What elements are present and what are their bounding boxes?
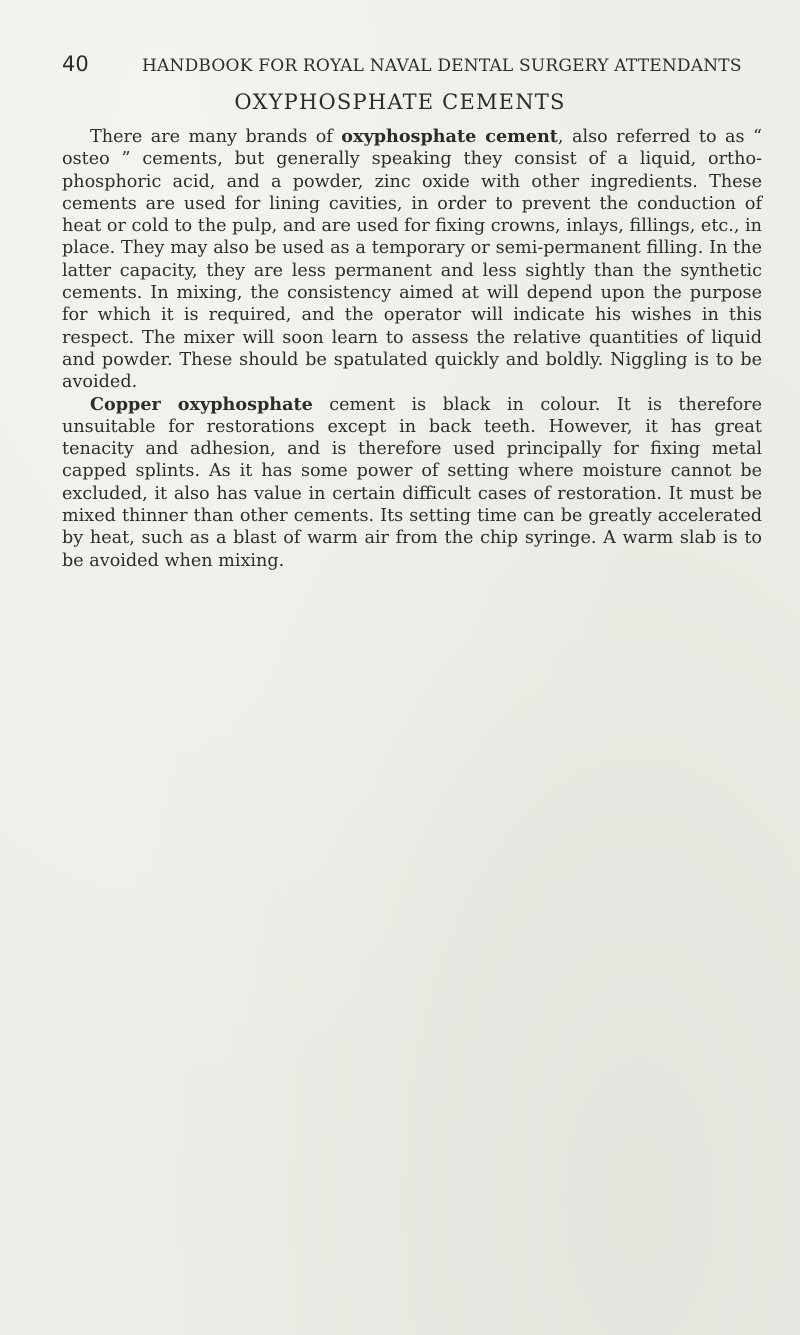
running-title: HANDBOOK FOR ROYAL NAVAL DENTAL SURGERY ATTENDANTS — [142, 56, 742, 76]
bold-term: oxyphosphate cement — [341, 126, 558, 147]
paragraph-lead: There are many brands of — [90, 127, 342, 147]
bold-term: Copper oxyphosphate — [90, 393, 313, 415]
paragraph-copper-oxyphosphate — [62, 394, 762, 572]
body-text — [62, 126, 762, 572]
paragraph-oxyphosphate — [62, 126, 762, 394]
running-header — [62, 52, 762, 82]
page-number: 40 — [62, 52, 89, 76]
section-heading: OXYPHOSPHATE CEMENTS — [234, 90, 566, 114]
paragraph-text: cement is black in colour. It is therefore unsuitable for restorations except in back teeth. However, it has great tenacity and adhesion, and is therefore used principally for fixing metal capped splints. As it has some power of setting where moisture cannot be excluded, it also has value in certain difficult cases of restoration. It must be mixed thinner than other cements. Its setting time can be greatly accelerated by heat, such as a blast of warm air from the chip syringe. A warm slab is to be avoided when mixing. — [62, 394, 762, 571]
paragraph-text: , also referred to as “ osteo ” cements, but generally speaking they consist of a liquid, ortho-phosphoric acid, and a powder, zinc oxide with other ingredients. These cements are used for lining cavities, in order to prevent the conduction of heat or cold to the pulp, and are used for fixing crowns, inlays, fillings, etc., in place. They may also be used as a temporary or semi-permanent filling. In the latter capacity, they are less permanent and less sightly than the synthetic cements. In mixing, the consistency aimed at will depend upon the purpose for which it is required, and the operator will indicate his wishes in this respect. The mixer will soon learn to assess the relative quantities of liquid and powder. These should be spatulated quickly and boldly. Niggling is to be avoided. — [62, 127, 762, 393]
